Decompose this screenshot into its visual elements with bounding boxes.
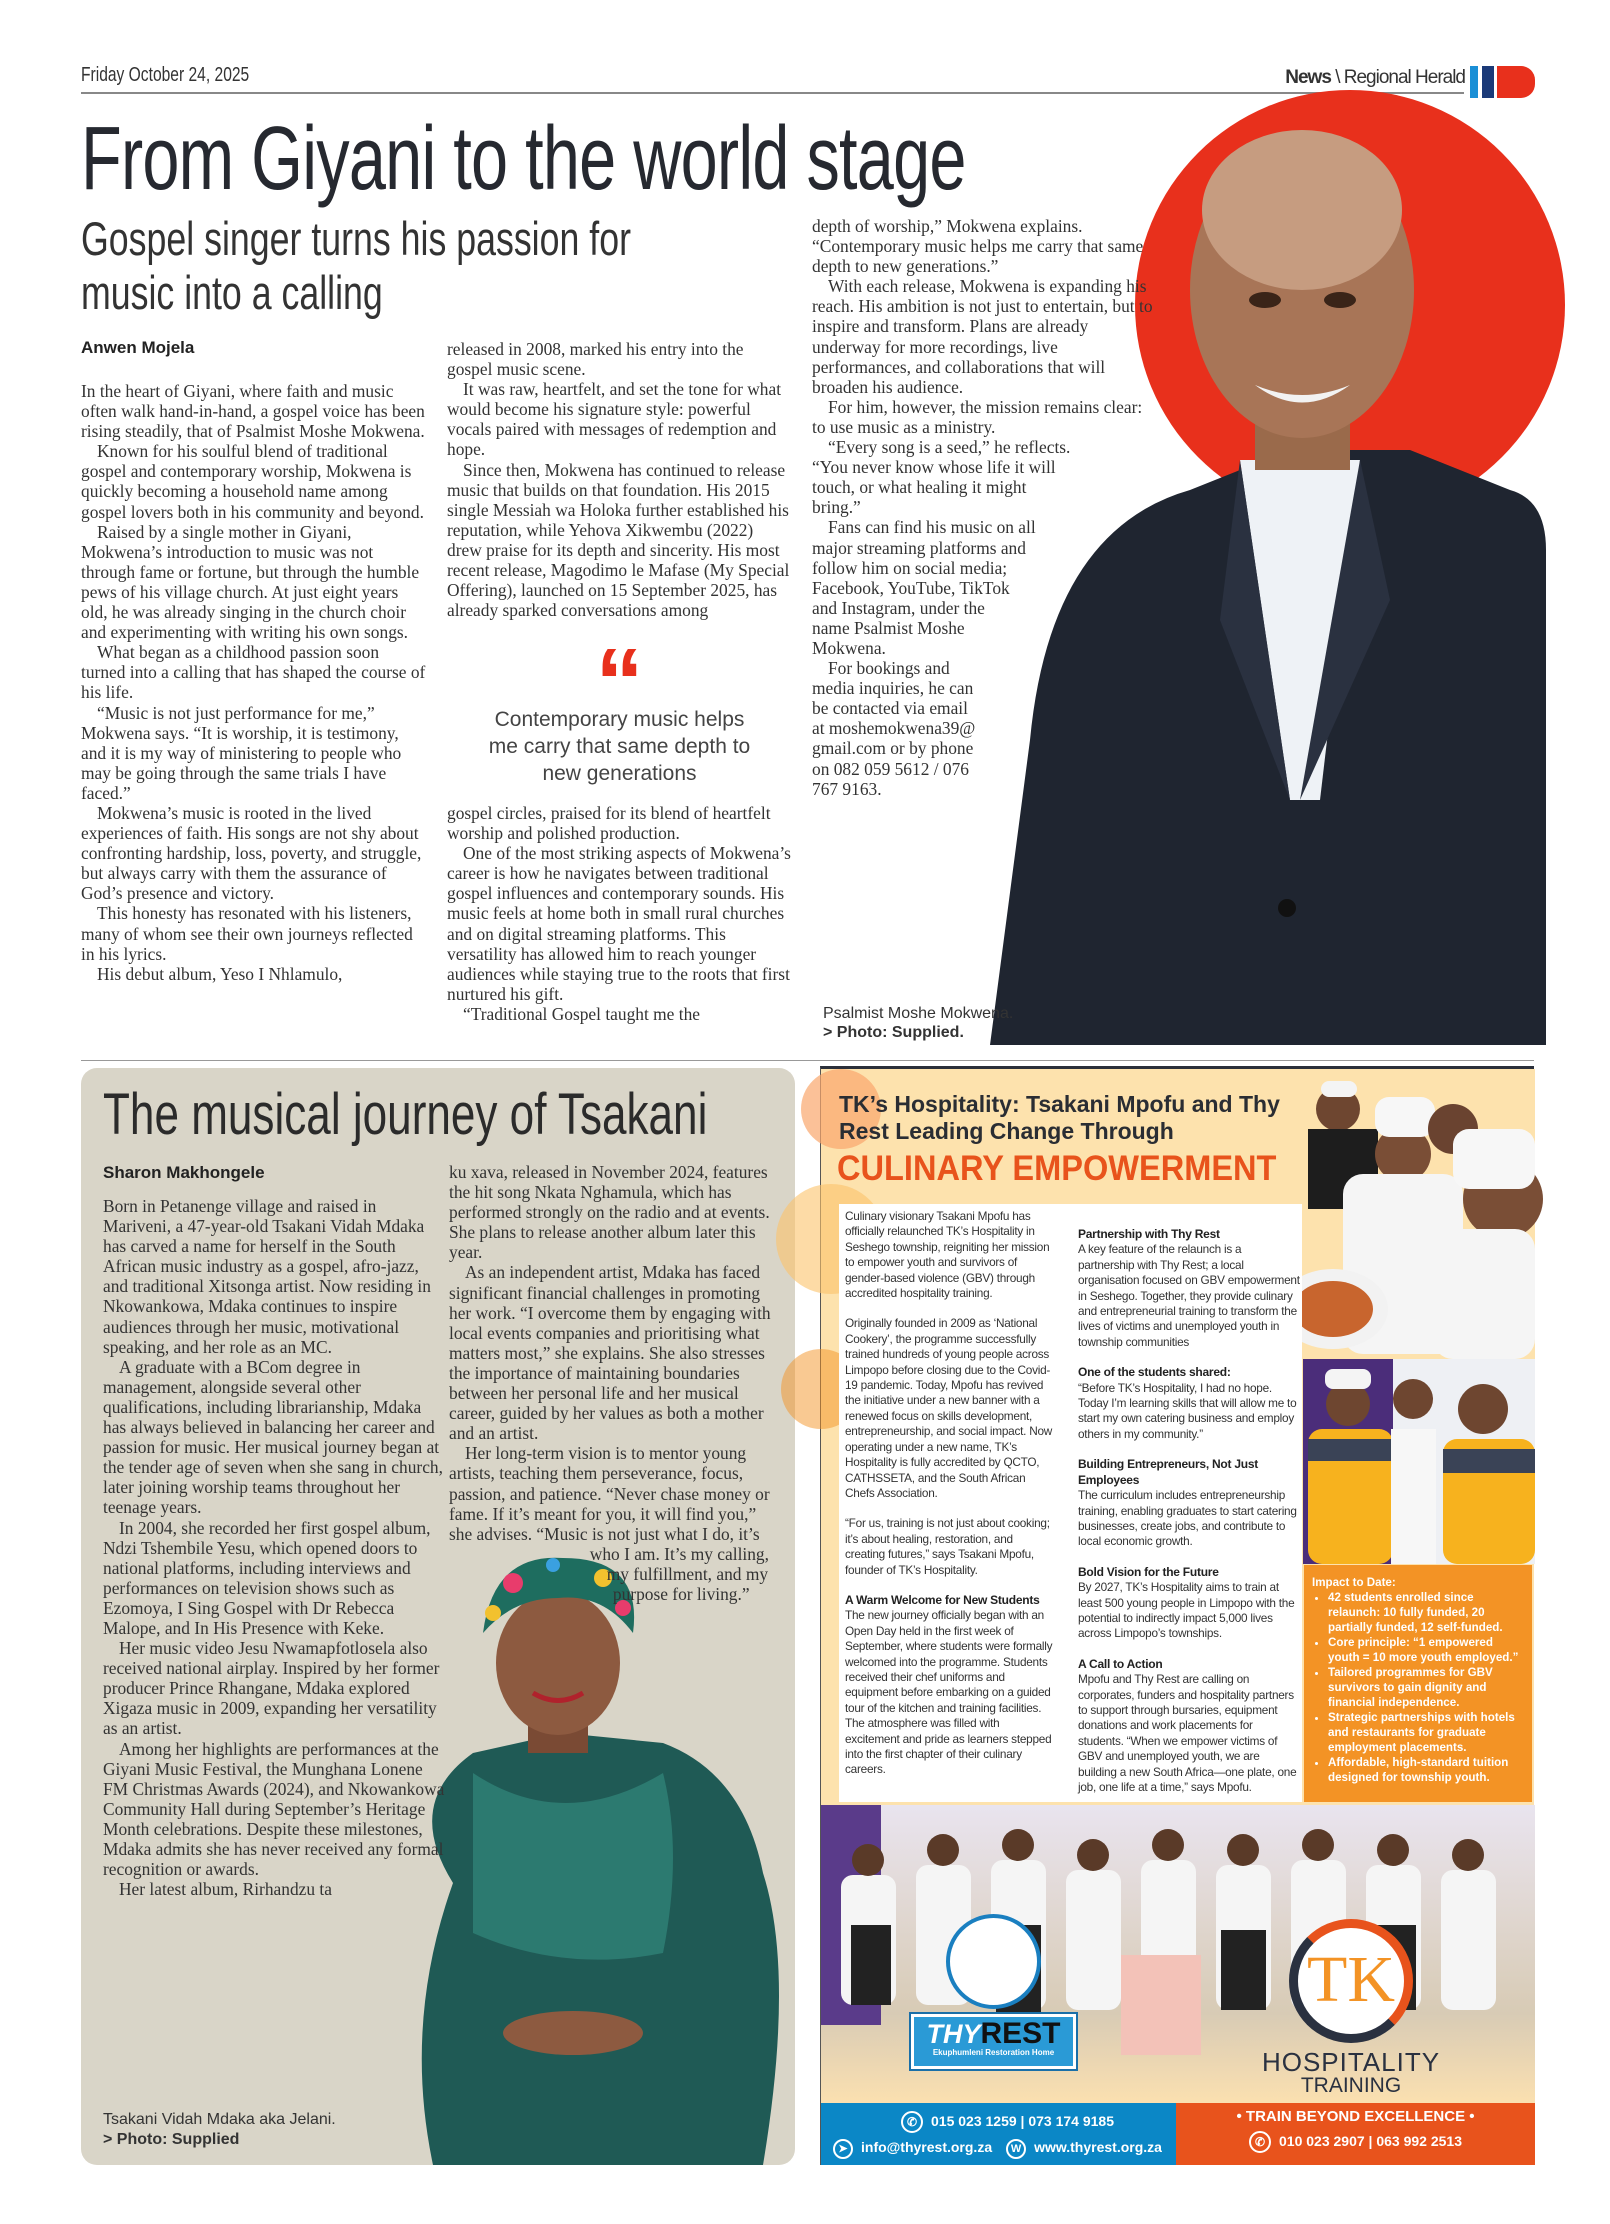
logo-text: THY xyxy=(926,2019,981,2049)
byline: Anwen Mojela xyxy=(81,338,195,357)
advert-paragraph: The curriculum includes entrepreneurship training, enabling graduates to start catering businesses, create jobs, and contribute to local economic growth. xyxy=(1078,1488,1297,1549)
advert-paragraph: A key feature of the relaunch is a partnership with Thy Rest; a local organisation focused on GBV empowerment in Seshego. Together, they provide culinary and entrepreneurial training to transform the lives of victims and unemployed youth in township communities xyxy=(1078,1242,1300,1349)
paragraph: depth of worship,” Mokwena explains. “Contemporary music helps me carry that same depth to new generations.” xyxy=(812,216,1144,277)
paragraph: Among her highlights are performances at the Giyani Music Festival, the Munghana Lonene FM Christmas Awards (2024), and Nkowankowa Community Hall during September’s Heritage Month celebrations. Despite these milestones, Mdaka admits she has never received any formal recognition or awards. xyxy=(103,1738,445,1880)
paragraph: “Every song is a seed,” he reflects. “You never know whose life it will touch, or what healing it might bring.” xyxy=(812,437,1071,518)
impact-item: • Strategic partnerships with hotels and restaurants for graduate employment placements. xyxy=(1328,1710,1526,1755)
advert-subheading: Building Entrepreneurs, Not Just Employees xyxy=(1078,1457,1259,1487)
paragraph: Mokwena’s music is rooted in the lived experiences of faith. His songs are not shy about confronting hardship, loss, poverty, and struggle, but always carry with them the assurance of God’s presence and victory. xyxy=(81,802,422,904)
byline-sharon xyxy=(103,1163,265,1183)
advert-paragraph: By 2027, TK’s Hospitality aims to train at least 500 young people in Limpopo with the potential to indirectly impact 5,000 lives across Limpopo’s townships. xyxy=(1078,1580,1295,1641)
tk-contact-bar xyxy=(1176,2103,1535,2165)
advert-paragraph: Culinary visionary Tsakani Mpofu has officially relaunched TK’s Hospitality in Seshego township, reigniting her mission to empower youth and survivors of gender-based violence (GBV) through accredited hospitality training. xyxy=(845,1209,1050,1301)
impact-box xyxy=(1304,1565,1532,1802)
advert-subheading: A Warm Welcome for New Students xyxy=(845,1592,1040,1607)
paragraph: Born in Petanenge village and raised in Mariveni, a 47-year-old Tsakani Vidah Mdaka has carved a name for herself in the South African music industry as a gospel, afro-jazz, and traditional Xitsonga artist. Now residing in Nkowankowa, Mdaka continues to inspire audiences through her music, motivational speaking, and her role as an MC. xyxy=(103,1196,431,1357)
advert-heading-line: Rest Leading Change Through xyxy=(839,1118,1174,1144)
paragraph: For him, however, the mission remains clear: to use music as a ministry. xyxy=(812,396,1143,437)
paragraph: His debut album, Yeso I Nhlamulo, xyxy=(97,963,343,984)
logo-bar-blue xyxy=(1470,66,1478,98)
advert-text-block xyxy=(1078,1365,1300,1442)
advert-text-block xyxy=(845,1593,1055,1778)
advert-heading-line: TK’s Hospitality: Tsakani Mpofu and Thy xyxy=(839,1091,1280,1117)
article2-title: The musical journey of Tsakani xyxy=(103,1082,708,1147)
send-icon: ➤ xyxy=(833,2139,853,2159)
advert-subheading: Bold Vision for the Future xyxy=(1078,1564,1219,1579)
phone-icon: ✆ xyxy=(901,2111,923,2133)
logo-text: HOSPITALITY xyxy=(1261,2047,1441,2077)
photo-caption xyxy=(103,2110,336,2150)
quote-mark-icon: “ xyxy=(595,629,644,736)
advert-subheading: A Call to Action xyxy=(1078,1656,1163,1671)
issue-date: Friday October 24, 2025 xyxy=(81,64,250,86)
logo-bar-navy xyxy=(1482,66,1494,98)
pull-quote-text: Contemporary music helps me carry that same depth to new generations xyxy=(488,708,751,785)
paragraph: For bookings and media inquiries, he can be contacted via email at moshemokwena39@ gmail.com or by phone on 082 059 5612 / 076 767 9163. xyxy=(812,658,976,799)
publication-name: Regional Herald xyxy=(1343,67,1465,88)
tk-monogram: TK xyxy=(1289,1919,1413,2043)
paragraph: ku xava, released in November 2024, features the hit song Nkata Nghamula, which has performed strongly on the radio and at events. She plans to release another album later this year. xyxy=(449,1162,770,1263)
subheadline-line: music into a calling xyxy=(81,266,383,319)
thyrest-email[interactable]: info@thyrest.org.za xyxy=(861,2139,993,2155)
paragraph: As an independent artist, Mdaka has faced significant financial challenges in promoting her work. “I overcome them by engaging with local events companies and prioritising what matters most,” she explains. She also stresses the importance of maintaining boundaries between her personal life and her musical career, guided by her values as both a mother and an artist. xyxy=(449,1262,771,1444)
wordpress-icon: W xyxy=(1006,2139,1026,2159)
thy-rest-contact-bar xyxy=(821,2103,1176,2165)
paragraph: released in 2008, marked his entry into the gospel music scene. xyxy=(447,339,744,380)
impact-title: Impact to Date: xyxy=(1312,1576,1396,1589)
section-label xyxy=(1270,67,1465,89)
hands-emblem-icon xyxy=(946,1914,1041,2009)
paragraph: A graduate with a BCom degree in management, alongside several other qualifications, including librarianship, Mdaka has always believed in balancing her career and passion for music. Her musical journey began at the tender age of seven when she sang in church, later joining worship teams throughout her teenage years. xyxy=(103,1356,443,1518)
paragraph: One of the most striking aspects of Mokwena’s career is how he navigates between traditional gospel influences and contemporary sounds. His music feels at home both in small rural churches and on digital streaming platforms. This versatility has allowed him to reach younger audiences while staying true to the roots that first nurtured his gift. xyxy=(447,843,791,1004)
impact-item: • Tailored programmes for GBV survivors to gain dignity and financial independence. xyxy=(1328,1665,1526,1710)
subheadline xyxy=(81,212,631,320)
caption-text: Psalmist Moshe Mokwena. xyxy=(823,1005,1014,1022)
header-rule xyxy=(81,92,1464,94)
article2-column-a xyxy=(103,1196,445,1899)
paragraph: Raised by a single mother in Giyani, Mokwena’s introduction to music was not through fame or fortune, but through the humble pews of his village church. At just eight years old, he was already singing in the church choir and experimenting with writing his own songs. xyxy=(81,521,420,643)
tk-hospitality-advert xyxy=(820,1066,1534,2165)
byline-anwen xyxy=(81,338,194,358)
thyrest-phone-numbers: 015 023 1259 | 073 174 9185 xyxy=(931,2113,1114,2129)
photo-credit: > Photo: Supplied. xyxy=(823,1024,964,1041)
tk-phone-numbers: 010 023 2907 | 063 992 2513 xyxy=(1279,2133,1462,2149)
advert-paragraph: “Before TK’s Hospitality, I had no hope. Today I’m learning skills that will allow me to start my own catering business and employ others in my community.” xyxy=(1078,1380,1297,1441)
advert-paragraph: “For us, training is not just about cooking; it’s about healing, restoration, and creating futures,” says Tsakani Mpofu, founder of TK’s Hospitality. xyxy=(845,1516,1050,1577)
paragraph: In the heart of Giyani, where faith and music often walk hand-in-hand, a gospel voice has been rising steadily, that of Psalmist Moshe Mokwena. xyxy=(81,381,425,442)
phone-icon: ✆ xyxy=(1249,2131,1271,2153)
advert-paragraph: Originally founded in 2009 as ‘National Cookery’, the programme successfully trained hundreds of young people across Limpopo before closing due to the Covid-19 pandemic. Today, Mpofu has revived the initiative under a new banner with a renewed focus on skills development, entrepreneurship, and social impact. Now operating under a new name, TK’s Hospitality is fully accredited by QCTO, CATHSSETA, and the South African Chefs Association. xyxy=(845,1316,1053,1500)
paragraph: It was raw, heartfelt, and set the tone for what would become his signature style: powerful vocals paired with messages of redemption and hope. xyxy=(447,379,782,460)
advert-heading-accent: CULINARY EMPOWERMENT xyxy=(837,1149,1277,1188)
paragraph: Since then, Mokwena has continued to release music that builds on that foundation. His 2015 single Messiah wa Holoka further established his reputation, while Yehova Xikwembu (2022) drew praise for its depth and sincerity. His most recent release, Magodimo le Mafase (My Special Offering), launched on 15 September 2025, has already sparked conversations among xyxy=(447,459,790,621)
article1-column-2-bottom xyxy=(447,803,792,1024)
advert-paragraph: The new journey officially began with an Open Day held in the first week of September, where students were formally welcomed into the programme. Students received their chef uniforms and equipment before embarking on a guided tour of the kitchen and training facilities. The atmosphere was filled with excitement and pride as learners stepped into the first chapter of their culinary careers. xyxy=(845,1608,1053,1777)
paragraph: With each release, Mokwena is expanding his reach. His ambition is not just to entertain, but to inspire and transform. Plans are already underway for more recordings, live performances, and collaborations that will broaden his audience. xyxy=(812,276,1153,397)
advert-text-block xyxy=(1078,1657,1300,1796)
photo-caption xyxy=(823,1004,1013,1042)
advert-subheading: One of the students shared: xyxy=(1078,1365,1231,1380)
thyrest-website[interactable]: www.thyrest.org.za xyxy=(1034,2139,1162,2155)
impact-item: • Affordable, high-standard tuition designed for township youth. xyxy=(1328,1755,1526,1785)
paragraph: Known for his soulful blend of traditional gospel and contemporary worship, Mokwena is quickly becoming a household name among gospel lovers both in his community and beyond. xyxy=(81,441,424,522)
logo-text: TRAINING xyxy=(1300,2074,1402,2097)
photo-credit: > Photo: Supplied xyxy=(103,2131,240,2148)
headline: From Giyani to the world stage xyxy=(81,109,966,209)
article1-column-3 xyxy=(812,216,1162,1036)
paragraph: This honesty has resonated with his listeners, many of whom see their own journeys reflected in his lyrics. xyxy=(81,903,413,964)
pull-quote xyxy=(447,629,792,787)
section-name: News xyxy=(1285,67,1331,88)
paragraph: “Traditional Gospel taught me the xyxy=(463,1003,700,1024)
paragraph: What began as a childhood passion soon turned into a calling that has shaped the course of his life. xyxy=(81,642,426,703)
paragraph: Her long-term vision is to mentor young artists, teaching them perseverance, focus, passion, and patience. “Never chase money or fame. If it’s meant for you, it will find you,” she advises. “Music is not just what I do, it’s who I am. It’s my calling, my fulfillment, and my purpose for living.” xyxy=(449,1443,770,1604)
advert-column-1 xyxy=(845,1209,1055,1793)
advert-text-block xyxy=(845,1516,1055,1578)
advert-paragraph: Mpofu and Thy Rest are calling on corporates, funders and hospitality partners to support through bursaries, equipment donations and work placements for students. “When we empower victims of GBV and unemployed youth, we are building a new South Africa—one plate, one job, one life at a time,” says Mpofu. xyxy=(1078,1672,1297,1794)
byline: Sharon Makhongele xyxy=(103,1163,265,1182)
paragraph: In 2004, she recorded her first gospel album, Ndzi Tshembile Yesu, which opened doors to national platforms, including interviews and performances on television shows such as Ezomoya, I Sing Gospel with Dr Rebecca Malope, and In His Presence with Keke. xyxy=(103,1517,431,1638)
paragraph: gospel circles, praised for its blend of heartfelt worship and polished production. xyxy=(447,803,771,844)
impact-item: • Core principle: “1 empowered youth = 10 more youth employed.” xyxy=(1328,1635,1526,1665)
advert-text-block xyxy=(1078,1565,1300,1642)
thy-rest-logo xyxy=(901,1974,1086,2084)
logo-tagline: Ekuphumleni Restoration Home xyxy=(932,2048,1055,2057)
logo-text: REST xyxy=(980,2017,1061,2050)
advert-text-block xyxy=(1078,1457,1300,1549)
article2-column-b xyxy=(449,1162,779,2162)
advert-text-block xyxy=(845,1316,1055,1501)
photo-chefs-cooking xyxy=(1303,1069,1535,1564)
paragraph: Her latest album, Rirhandzu ta xyxy=(119,1879,332,1900)
separator: \ xyxy=(1335,67,1340,88)
tk-hospitality-logo xyxy=(1261,1919,1441,2098)
tsakani-article-box xyxy=(81,1068,795,2165)
advert-text-block xyxy=(845,1209,1055,1301)
advert-heading xyxy=(839,1091,1280,1145)
paragraph: Her music video Jesu Nwamapfotlosela also received national airplay. Inspired by her former producer Prince Rhangane, Mdaka explored Xigaza music in 2009, expanding her versatility as an artist. xyxy=(103,1638,440,1739)
advert-text-block xyxy=(1078,1227,1300,1350)
paragraph: Fans can find his music on all major streaming platforms and follow him on social media; Facebook, YouTube, TikTok and Instagram, under the name Psalmist Moshe Mokwena. xyxy=(812,517,1036,658)
article2-column-b-text xyxy=(449,1162,779,1604)
article1-column-1 xyxy=(81,381,427,984)
article1-column-2-top xyxy=(447,339,792,620)
tk-tagline: • TRAIN BEYOND EXCELLENCE • xyxy=(1236,2108,1475,2125)
impact-list xyxy=(1312,1590,1526,1785)
caption-text: Tsakani Vidah Mdaka aka Jelani. xyxy=(103,2111,336,2128)
section-divider xyxy=(81,1060,1534,1061)
logo-block-red xyxy=(1497,66,1535,98)
paragraph: “Music is not just performance for me,” Mokwena says. “It is worship, it is testimony, and it is my way of ministering to people who may be going through the same trials I have faced.” xyxy=(81,702,402,803)
subheadline-line: Gospel singer turns his passion for xyxy=(81,212,631,265)
advert-subheading: Partnership with Thy Rest xyxy=(1078,1227,1220,1241)
advert-column-2 xyxy=(1078,1227,1300,1810)
impact-item: • 42 students enrolled since relaunch: 10 fully funded, 20 partially funded, 12 self-funded. xyxy=(1328,1590,1526,1635)
